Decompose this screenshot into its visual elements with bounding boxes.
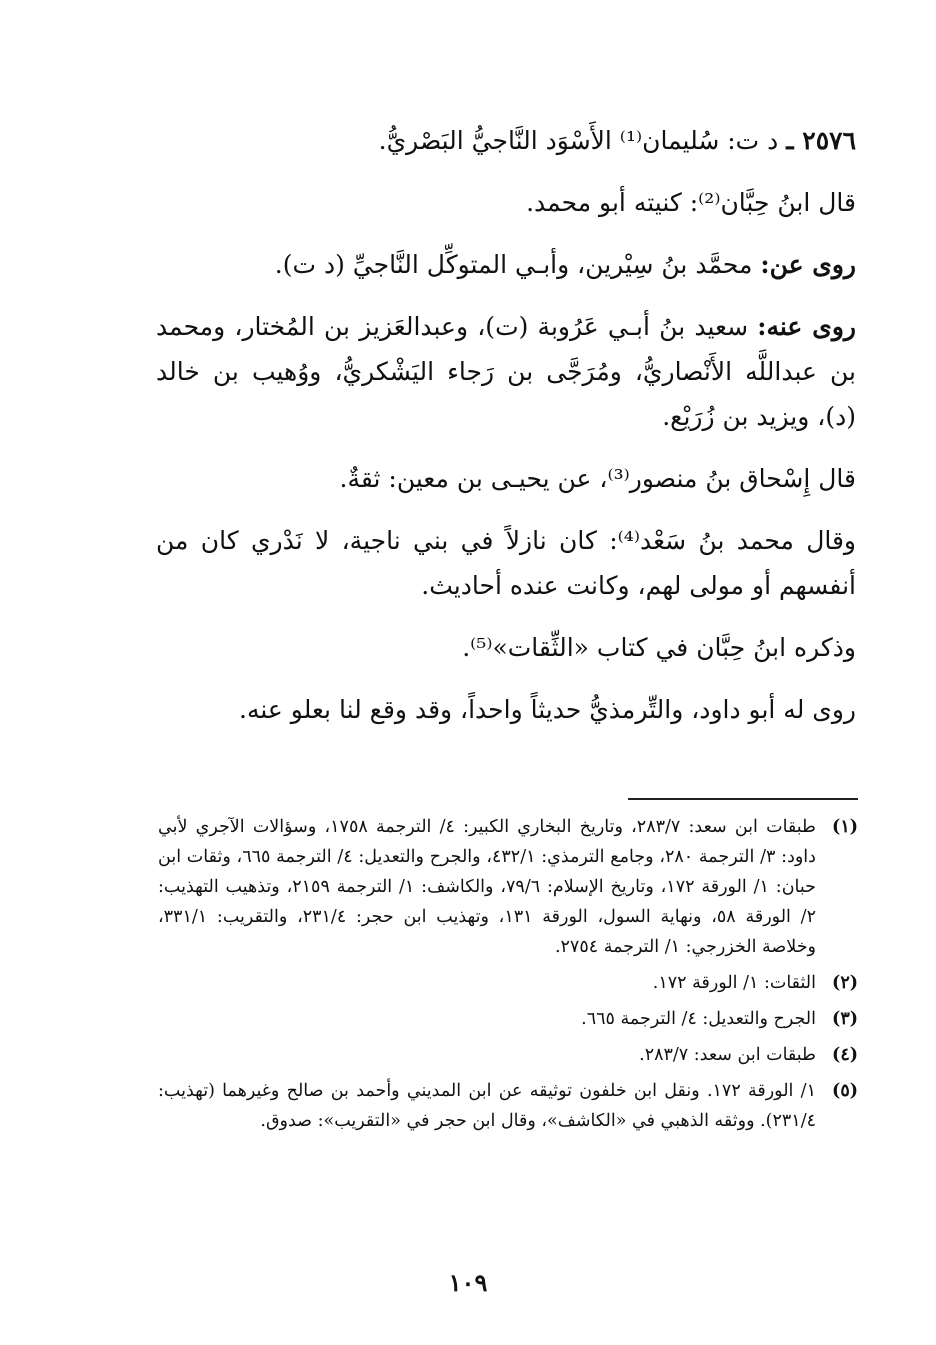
footnote-number: (٢) (832, 973, 858, 993)
narrated-by-label: روى عنه: (757, 312, 856, 341)
footnote (158, 812, 858, 962)
narrated-by-paragraph (156, 304, 856, 439)
narrated-for-paragraph: روى له أبو داود، والتِّرمذيُّ حديثاً واحداً، وقد وقع لنا بعلو عنه. (239, 695, 856, 724)
kunya-paragraph: قال ابنُ حِبَّان⁽²⁾: كنيته أبو محمد. (526, 188, 856, 217)
narrated-by-text: سعيد بنُ أبـي عَرُوبة (ت)، وعبدالعَزيز بن المُختار، ومحمد بن عبداللَّه الأَنْصاريُّ، ومُرَجَّى بن رَجاء اليَشْكريُّ، ووُهيب بن خالد (د)، ويزيد بن زُرَيْع. (156, 312, 856, 431)
footnote (158, 1004, 858, 1034)
footnote-number: (١) (832, 817, 858, 837)
footnote (158, 968, 858, 998)
footnote (158, 1076, 858, 1136)
footnote-number: (٣) (832, 1009, 858, 1029)
entry-number: ٢٥٧٦ ـ (786, 126, 856, 155)
footnote-text: الثقات: ١/ الورقة ١٧٢. (652, 973, 816, 993)
narrated-from-paragraph (156, 242, 856, 287)
narrated-from-label: روى عن: (760, 250, 856, 279)
thiqat-paragraph: وذكره ابنُ حِبَّان في كتاب «الثِّقات»⁽⁵⁾. (462, 633, 856, 662)
footnote-text: طبقات ابن سعد: ٢٨٣/٧. (639, 1045, 816, 1065)
ibn-saad-paragraph: وقال محمد بنُ سَعْد⁽⁴⁾: كان نازلاً في بني ناجية، لا نَدْري كان من أنفسهم أو مولى لهم، وكانت عنده أحاديث. (156, 526, 856, 600)
main-text (156, 118, 856, 749)
footnote-divider (628, 798, 858, 800)
footnote-text: ١/ الورقة ١٧٢. ونقل ابن خلفون توثيقه عن ابن المديني وأحمد بن صالح وغيرهما (تهذيب: ٢٣١/٤). ووثقه الذهبي في «الكاشف»، وقال ابن حجر في «التقريب»: صدوق. (158, 1081, 816, 1131)
page-number: ١٠٩ (448, 1268, 488, 1297)
footnote-number: (٥) (832, 1081, 858, 1101)
footnote-number: (٤) (832, 1045, 858, 1065)
footnote-text: الجرح والتعديل: ٤/ الترجمة ٦٦٥. (581, 1009, 816, 1029)
footnote-text: طبقات ابن سعد: ٢٨٣/٧، وتاريخ البخاري الكبير: ٤/ الترجمة ١٧٥٨، وسؤالات الآجري لأبي داود: ٣/ الترجمة ٢٨٠، وجامع الترمذي: ٤٣٢/١، والجرح والتعديل: ٤/ الترجمة ٦٦٥، وثقات ابن حبان: ١/ الورقة ١٧٢، وتاريخ الإسلام: ٧٩/٦، والكاشف: ١/ الترجمة ٢١٥٩، وتذهيب التهذيب: ٢/ الورقة ٥٨، ونهاية السول، الورقة ١٣١، وتهذيب ابن حجر: ٢٣١/٤، والتقريب: ٣٣١/١، وخلاصة الخزرجي: ١/ الترجمة ٢٧٥٤. (158, 817, 816, 957)
footnote (158, 1040, 858, 1070)
footnotes (158, 812, 858, 1142)
narrated-from-text: محمَّد بنُ سِيْرين، وأبـي المتوكِّل النَّاجيِّ (د ت). (274, 250, 753, 279)
entry-name: د ت: سُليمان⁽¹⁾ الأَسْوَد النَّاجيُّ البَصْريُّ. (378, 126, 779, 155)
ishaq-paragraph: قال إِسْحاق بنُ منصور⁽³⁾، عن يحيـى بن معين: ثقةٌ. (339, 464, 856, 493)
entry-heading (156, 118, 856, 163)
